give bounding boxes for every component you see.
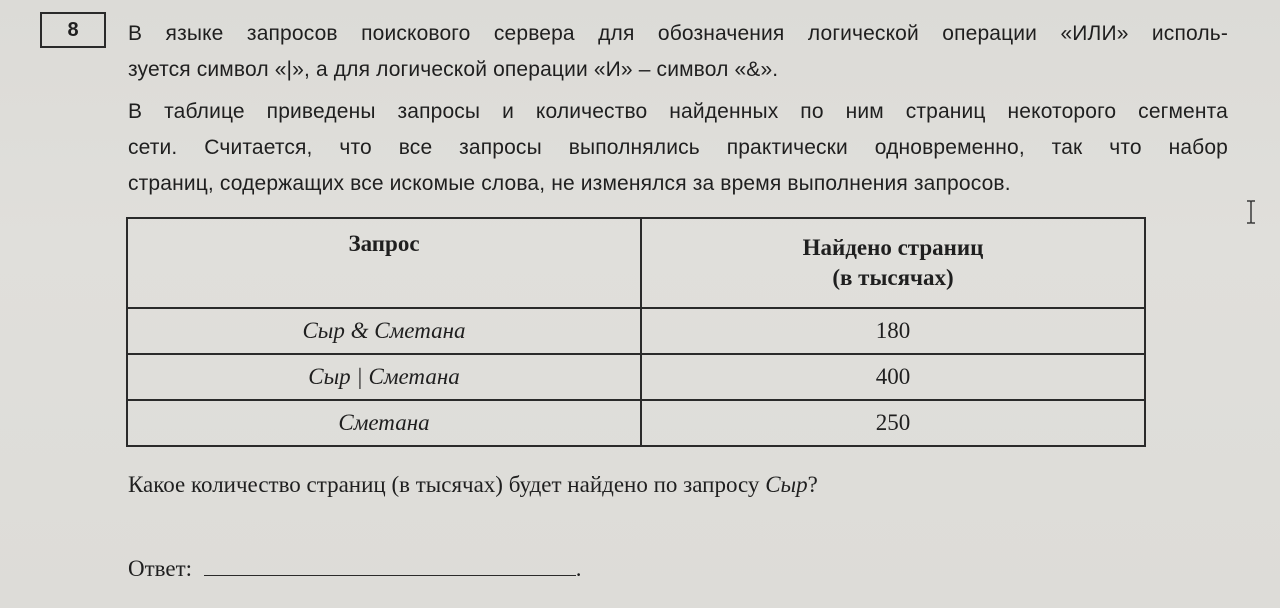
header-pages-line-2: (в тысячах) <box>832 265 954 290</box>
description-line-3: страниц, содержащих все искомые слова, не изменялся за время выполнения запросов. <box>128 172 1011 195</box>
problem-intro <box>128 16 1228 88</box>
answer-input-line[interactable] <box>204 553 576 576</box>
question-mark: ? <box>807 472 818 497</box>
problem-number: 8 <box>40 12 106 48</box>
pages-cell: 180 <box>641 308 1145 354</box>
question-text <box>128 472 818 498</box>
problem-number-divider <box>104 12 114 48</box>
description-line-2: сети. Считается, что все запросы выполнялись практически одновременно, так что набор <box>128 136 1228 159</box>
header-pages-line-1: Найдено страниц <box>802 235 984 260</box>
question-body: Какое количество страниц (в тысячах) будет найдено по запросу <box>128 472 766 497</box>
pages-cell: 400 <box>641 354 1145 400</box>
intro-line-1: В языке запросов поискового сервера для обозначения логической операции «ИЛИ» исполь- <box>128 22 1228 45</box>
answer-row <box>128 553 582 582</box>
query-cell: Сыр & Сметана <box>127 308 641 354</box>
table-row <box>127 354 1145 400</box>
table-row <box>127 308 1145 354</box>
query-results-table <box>126 217 1146 447</box>
problem-description <box>128 94 1228 202</box>
description-line-1: В таблице приведены запросы и количество найденных по ним страниц некоторого сегмента <box>128 100 1228 123</box>
table-header-row <box>127 218 1145 308</box>
table-row <box>127 400 1145 446</box>
query-cell: Сметана <box>127 400 641 446</box>
pages-cell: 250 <box>641 400 1145 446</box>
question-query-word: Сыр <box>765 472 808 497</box>
header-query: Запрос <box>127 218 641 308</box>
intro-line-2: зуется символ «|», а для логической операции «И» – символ «&». <box>128 58 779 81</box>
answer-period: . <box>575 556 582 581</box>
text-cursor-icon <box>1244 200 1258 224</box>
query-cell: Сыр | Сметана <box>127 354 641 400</box>
header-pages-found <box>641 218 1145 308</box>
answer-label: Ответ: <box>128 556 193 581</box>
